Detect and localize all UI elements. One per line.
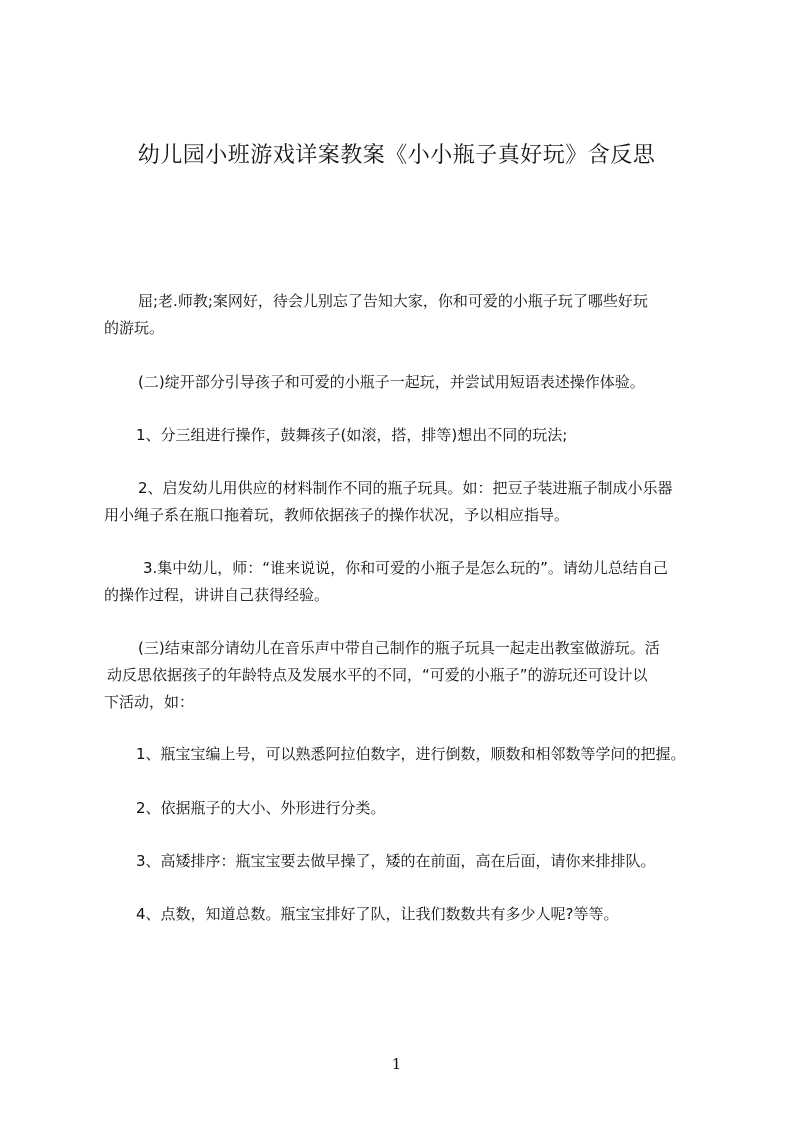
paragraph-line: 3.集中幼儿，师：“谁来说说，你和可爱的小瓶子是怎么玩的”。请幼儿总结自己 [143,559,668,577]
paragraph-line: 2、启发幼儿用供应的材料制作不同的瓶子玩具。如：把豆子装进瓶子制成小乐器 [138,479,673,497]
paragraph-line: 2、依据瓶子的大小、外形进行分类。 [136,799,386,817]
paragraph-line: 的操作过程，讲讲自己获得经验。 [104,586,330,604]
paragraph-line: (三)结束部分请幼儿在音乐声中带自己制作的瓶子玩具一起走出教室做游玩。活 [138,639,660,657]
paragraph-line: 用小绳子系在瓶口拖着玩，教师依据孩子的操作状况，予以相应指导。 [104,506,570,524]
paragraph-line: 动反思依据孩子的年龄特点及发展水平的不同，“可爱的小瓶子”的游玩还可设计以 [107,666,648,684]
paragraph-line: 下活动，如： [104,693,195,711]
paragraph-line: 1、分三组进行操作，鼓舞孩子(如滚，搭，排等)想出不同的玩法; [136,426,568,444]
paragraph-line: 4、点数，知道总数。瓶宝宝排好了队，让我们数数共有多少人呢?等等。 [136,905,619,923]
paragraph-line: 的游玩。 [104,319,165,337]
document-title: 幼儿园小班游戏详案教案《小小瓶子真好玩》含反思 [137,143,656,168]
paragraph-line: 3、高矮排序：瓶宝宝要去做早操了，矮的在前面，高在后面，请你来排排队。 [136,852,656,870]
paragraph-line: 1、瓶宝宝编上号，可以熟悉阿拉伯数字，进行倒数，顺数和相邻数等学问的把握。 [136,745,686,763]
page-number: 1 [391,1055,402,1073]
paragraph-line: 屈;老.师教;案网好，待会儿别忘了告知大家，你和可爱的小瓶子玩了哪些好玩 [138,292,648,310]
paragraph-line: (二)绽开部分引导孩子和可爱的小瓶子一起玩，并尝试用短语表述操作体验。 [138,373,645,391]
